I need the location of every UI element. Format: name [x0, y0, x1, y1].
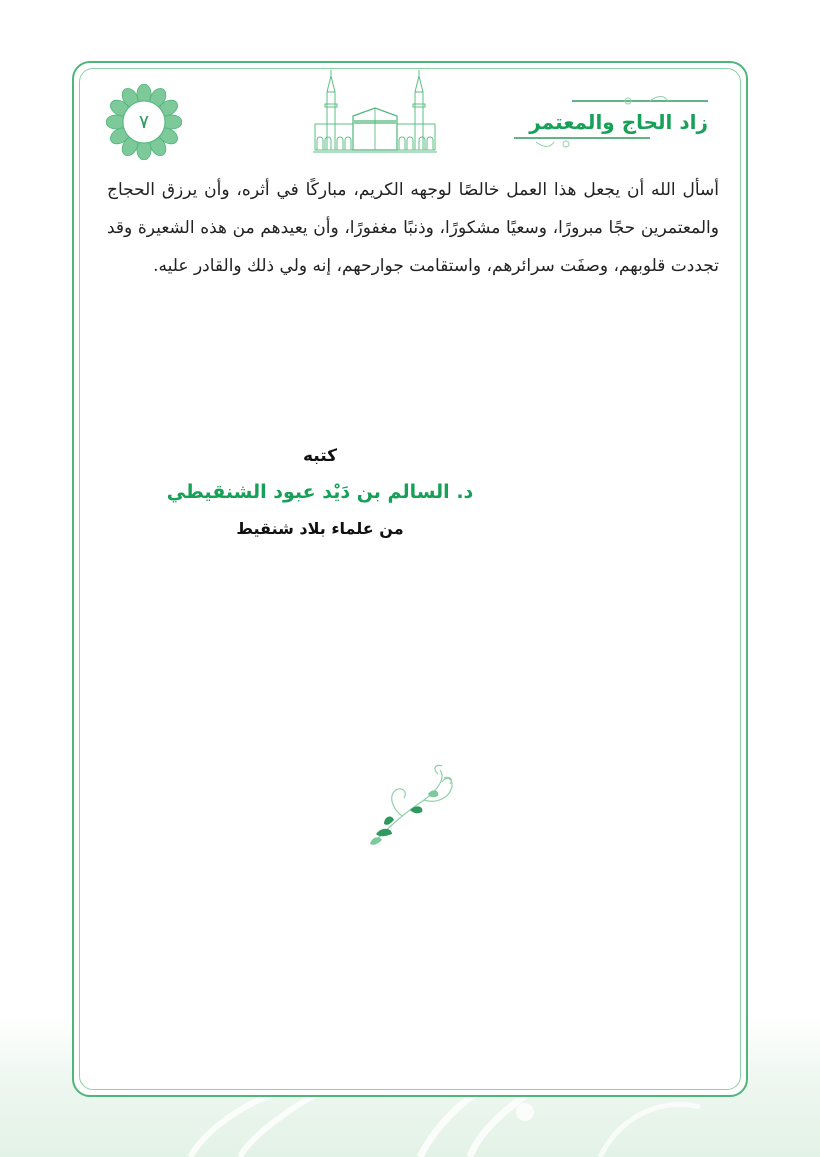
body-paragraph: أسأل الله أن يجعل هذا العمل خالصًا لوجهه الكريم، مباركًا في أثره، وأن يرزق الحجاج والمعتمرين حجًا مبرورًا، وسعيًا مشكورًا، وذنبًا مغفورًا، وأن يعيدهم من هذه الشعيرة وقد تجددت قلوبهم، وصفَت سرائرهم، واستقامت جوارحهم، إنه ولي ذلك والقادر عليه. [107, 180, 719, 276]
page-number: ٧ [138, 111, 150, 133]
author-name: د. السالم بن دَيْد عبود الشنقيطي [166, 481, 474, 503]
signature-block [150, 442, 490, 542]
floral-ornament-icon [362, 764, 458, 846]
page-number-badge [106, 84, 182, 160]
header-title: زاد الحاج والمعتمر [529, 110, 708, 134]
written-by-label: كتبه [302, 446, 338, 466]
header-title-area [500, 92, 720, 156]
author-affiliation: من علماء بلاد شنقيط [236, 519, 404, 538]
kaaba-icon [313, 70, 437, 154]
